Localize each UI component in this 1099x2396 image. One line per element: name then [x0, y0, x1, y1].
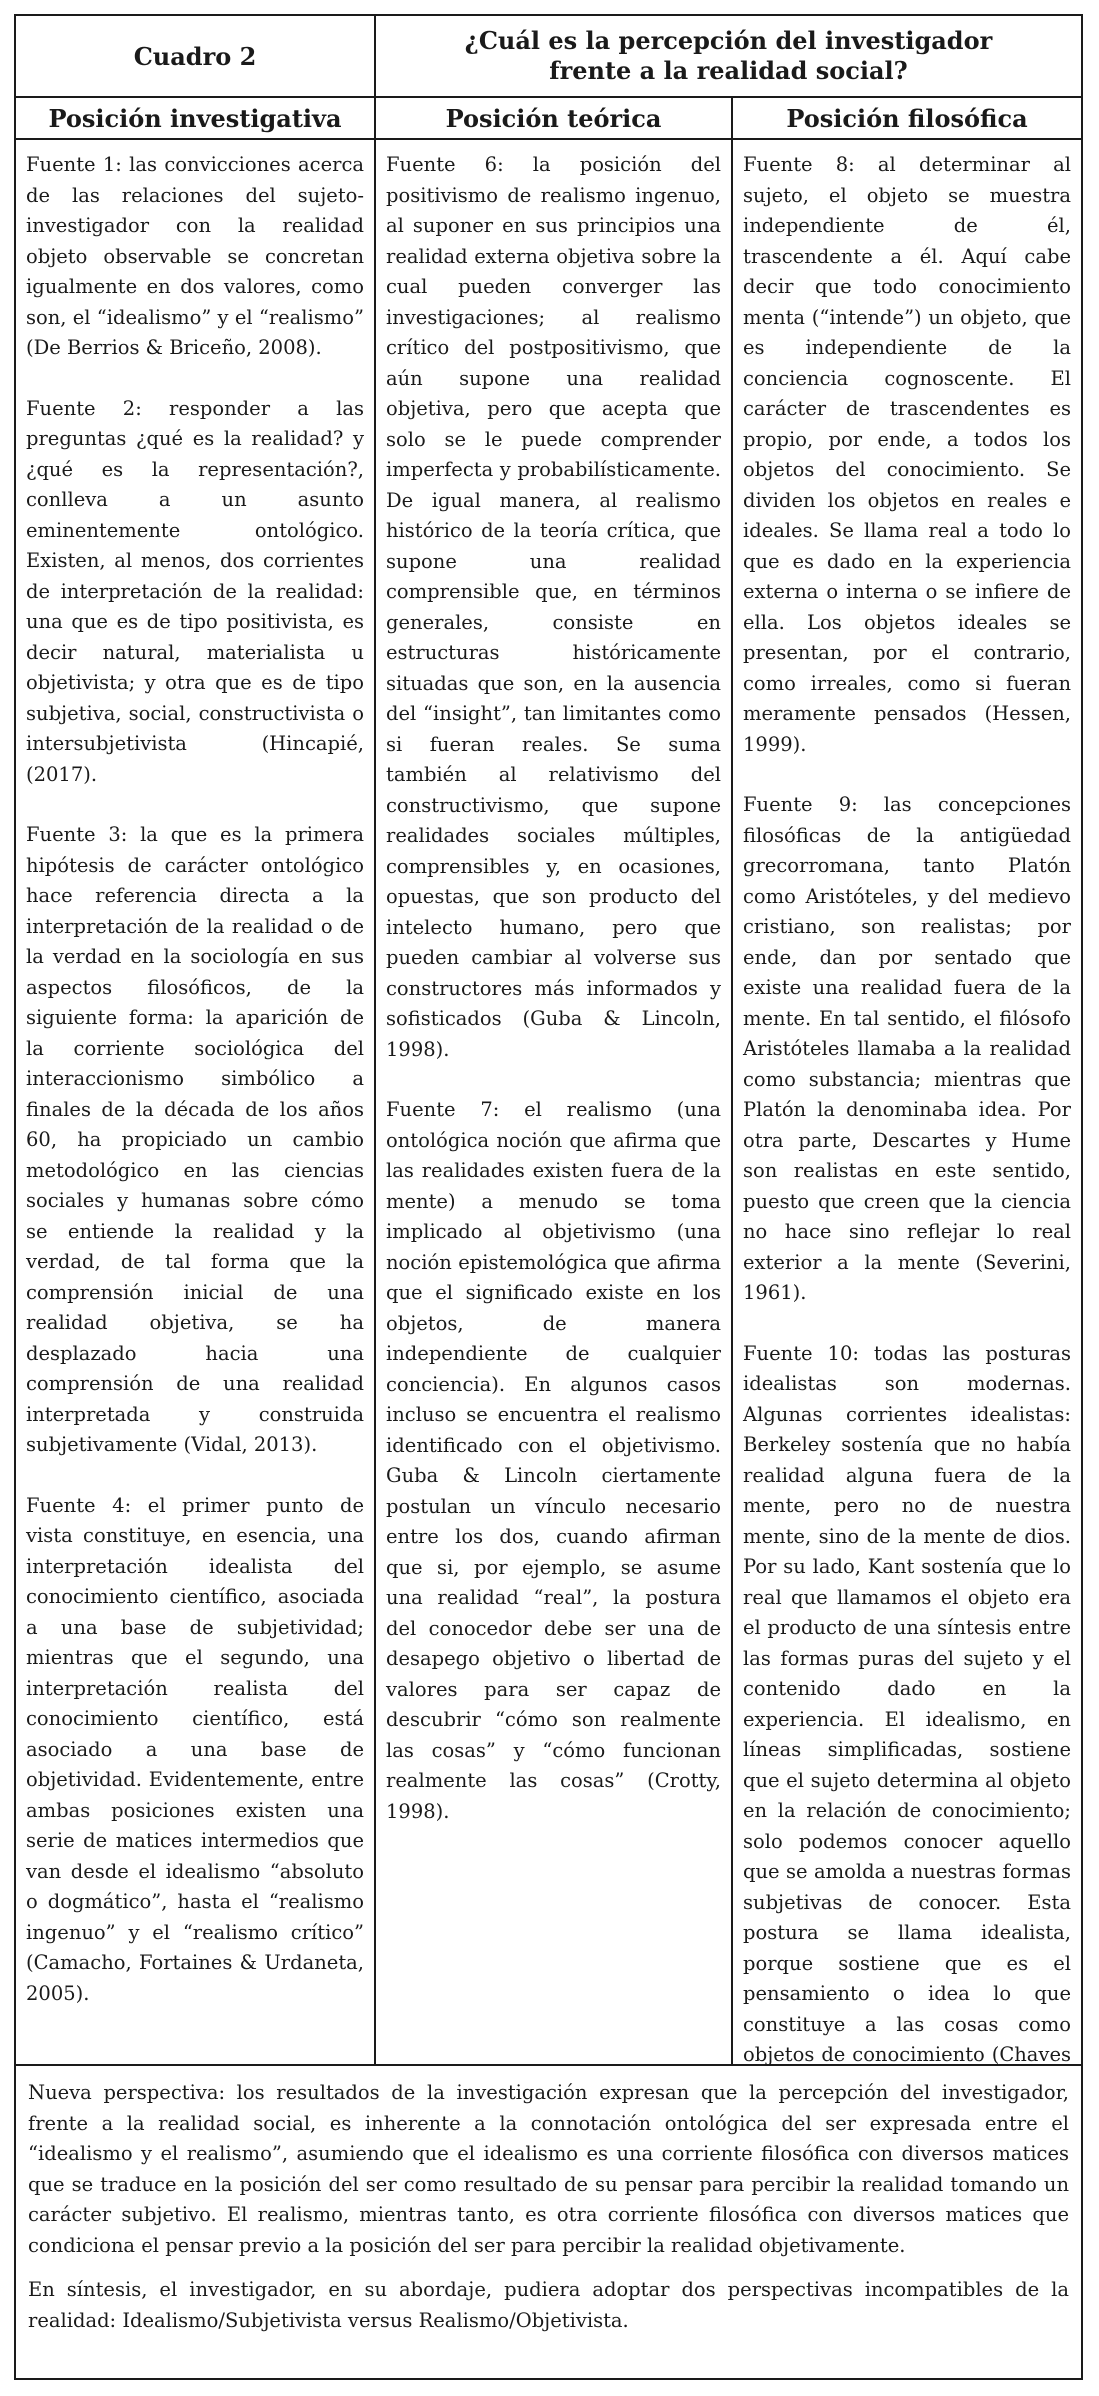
source-paragraph: Fuente 9: las concepciones filosóficas de la antigüedad grecorromana, tanto Platón como Aristóteles, y del medievo cristiano, son realistas; por ende, dan por sentado que existe una realidad fuera de la mente. En tal sentido, el filósofo Aristóteles llamaba a la realidad como substancia; mientras que Platón la denominaba idea. Por otra parte, Descartes y Hume son realistas en este sentido, puesto que creen que la ciencia no hace sino reflejar lo real exterior a la mente (Severini, 1961).	[743, 793, 1071, 1304]
column-heading-teorica	[376, 98, 733, 140]
source-paragraph: Fuente 10: todas las posturas idealistas son modernas. Algunas corrientes idealistas: Berkeley sostenía que no había realidad alguna fuera de la mente, pero no de nuestra mente, sino de la mente de dios. Por su lado, Kant sostenía que lo real que llamamos el objeto era el producto de una síntesis entre las formas puras del sujeto y el contenido dado en la experiencia. El idealismo, en líneas simplificadas, sostiene que el sujeto determina al objeto en la relación de conocimiento; solo podemos conocer aquello que se amolda a nuestras formas subjetivas de conocer. Esta postura se llama idealista, porque sostiene que es el pensamiento o idea lo que constituye a las cosas como objetos de conocimiento (Chaves	[743, 1341, 1071, 2066]
column-heading-filosofica	[733, 98, 1081, 140]
source-paragraph: Fuente 1: las convicciones acerca de las relaciones del sujeto-investigador con la realidad objeto observable se concretan igualmente en dos valores, como son, el “idealismo” y el “realismo” (De Berrios & Briceño, 2008).	[26, 153, 364, 359]
table-question	[376, 16, 1081, 98]
question-line-2: frente a la realidad social?	[549, 56, 908, 85]
source-paragraph: Fuente 3: la que es la primera hipótesis de carácter ontológico hace referencia directa a la interpretación de la realidad o de la verdad en la sociología en sus aspectos filosóficos, de la siguiente forma: la aparición de la corriente sociológica del interaccionismo simbólico a finales de la década de los años 60, ha propiciado un cambio metodológico en las ciencias sociales y humanas sobre cómo se entiende la realidad y la verdad, de tal forma que la comprensión inicial de una realidad objetiva, se ha desplazado hacia una comprensión de una realidad interpretada y construida subjetivamente (Vidal, 2013).	[26, 823, 364, 1456]
column-filosofica	[733, 140, 1081, 2066]
comparison-table	[14, 14, 1083, 2380]
source-paragraph: Fuente 6: la posición del positivismo de realismo ingenuo, al suponer en sus principios una realidad externa objetiva sobre la cual pueden converger las investigaciones; al realismo crítico del postpositivismo, que aún supone una realidad objetiva, pero que acepta que solo se le puede comprender imperfecta y probabilísticamente. De igual manera, al realismo histórico de la teoría crítica, que supone una realidad comprensible que, en términos generales, consiste en estructuras históricamente situadas que son, en la ausencia del “insight”, tan limitantes como si fueran reales. Se suma también al relativismo del constructivismo, que supone realidades sociales múltiples, comprensibles y, en ocasiones, opuestas, que son producto del intelecto humano, pero que pueden cambiar al volverse sus constructores más informados y sofisticados (Guba & Lincoln, 1998).	[386, 153, 721, 1061]
column-teorica	[376, 140, 733, 2066]
source-paragraph: Fuente 2: responder a las preguntas ¿qué es la realidad? y ¿qué es la representación?, conlleva a un asunto eminentemente ontológico. Existen, al menos, dos corrientes de interpretación de la realidad: una que es de tipo positivista, es decir natural, materialista u objetivista; y otra que es de tipo subjetiva, social, constructivista o intersubjetivista (Hincapié, (2017).	[26, 396, 364, 786]
question-line-1: ¿Cuál es la percepción del investigador	[464, 26, 993, 55]
column-heading-text: Posición filosófica	[786, 103, 1028, 133]
table-title	[16, 16, 376, 98]
conclusion-section	[16, 2066, 1081, 2378]
source-paragraph: Fuente 8: al determinar al sujeto, el objeto se muestra independiente de él, trascendente a él. Aquí cabe decir que todo conocimiento menta (“intende”) un objeto, que es independiente de la conciencia cognoscente. El carácter de trascendentes es propio, por ende, a todos los objetos del conocimiento. Se dividen los objetos en reales e ideales. Se llama real a todo lo que es dado en la experiencia externa o interna o se infiere de ella. Los objetos ideales se presentan, por el contrario, como irreales, como si fueran meramente pensados (Hessen, 1999).	[743, 153, 1071, 756]
source-paragraph: Fuente 4: el primer punto de vista constituye, en esencia, una interpretación idealista del conocimiento científico, asociada a una base de subjetividad; mientras que el segundo, una interpretación realista del conocimiento científico, está asociado a una base de objetividad. Evidentemente, entre ambas posiciones existen una serie de matices intermedios que van desde el idealismo “absoluto o dogmático”, hasta el “realismo ingenuo” y el “realismo crítico” (Camacho, Fortaines & Urdaneta, 2005).	[26, 1493, 364, 2005]
synthesis-paragraph: En síntesis, el investigador, en su abordaje, pudiera adoptar dos perspectivas incompatibles de la realidad: Idealismo/Subjetivista versus Realismo/Objetivista.	[28, 2278, 1069, 2332]
source-paragraph: Fuente 7: el realismo (una ontológica noción que afirma que las realidades existen fuera de la mente) a menudo se toma implicado al objetivismo (una noción epistemológica que afirma que el significado existe en los objetos, de manera independiente de cualquier conciencia). En algunos casos incluso se encuentra el realismo identificado con el objetivismo. Guba & Lincoln ciertamente postulan un vínculo necesario entre los dos, cuando afirman que si, por ejemplo, se asume una realidad “real”, la postura del conocedor debe ser una de desapego objetivo o libertad de valores para ser capaz de descubrir “cómo son realmente las cosas” y “cómo funcionan realmente las cosas” (Crotty, 1998).	[386, 1098, 721, 1823]
new-perspective-paragraph: Nueva perspectiva: los resultados de la investigación expresan que la percepción del investigador, frente a la realidad social, es inherente a la connotación ontológica del ser expresada entre el “idealismo y el realismo”, asumiendo que el idealismo es una corriente filosófica con diversos matices que se traduce en la posición del ser como resultado de su pensar para percibir la realidad tomando un carácter subjetivo. El realismo, mientras tanto, es otra corriente filosófica con diversos matices que condiciona el pensar previo a la posición del ser para percibir la realidad objetivamente.	[28, 2081, 1069, 2257]
column-investigativa	[16, 140, 376, 2066]
column-heading-investigativa	[16, 98, 376, 140]
column-heading-text: Posición teórica	[445, 103, 662, 133]
table-title-text: Cuadro 2	[133, 41, 257, 71]
column-heading-text: Posición investigativa	[48, 103, 342, 133]
